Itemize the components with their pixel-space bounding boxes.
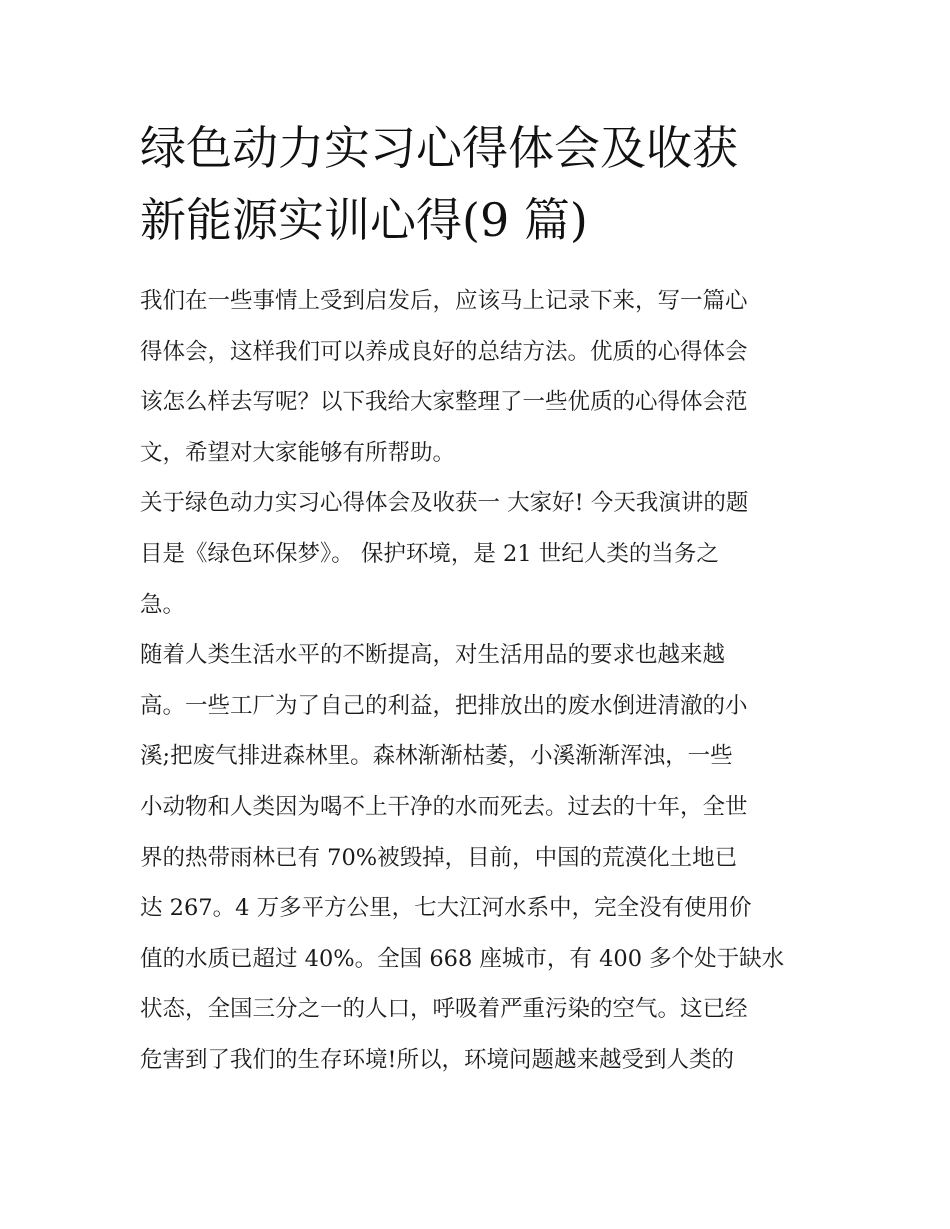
body-line: 该怎么样去写呢？以下我给大家整理了一些优质的心得体会范 xyxy=(140,389,748,416)
body-line: 危害到了我们的生存环境!所以，环境问题越来越受到人类的 xyxy=(140,1046,735,1073)
title-line-1: 绿色动力实习心得体会及收获 xyxy=(140,121,738,175)
title-line-2: 新能源实训心得(9 篇) xyxy=(140,193,588,247)
body-line: 急。 xyxy=(140,591,186,618)
body-line: 小动物和人类因为喝不上干净的水而死去。过去的十年，全世 xyxy=(140,793,748,820)
body-line: 值的水质已超过 40%。全国 668 座城市，有 400 多个处于缺水 xyxy=(140,945,785,972)
body-line: 溪;把废气排进森林里。森林渐渐枯萎，小溪渐渐浑浊，一些 xyxy=(140,743,733,770)
body-line: 我们在一些事情上受到启发后，应该马上记录下来，写一篇心 xyxy=(140,288,748,314)
body-line: 高。一些工厂为了自己的利益，把排放出的废水倒进清澈的小 xyxy=(140,692,748,719)
body-line: 达 267。4 万多平方公里，七大江河水系中，完全没有使用价 xyxy=(140,895,752,922)
body-line: 状态，全国三分之一的人口，呼吸着严重污染的空气。这已经 xyxy=(140,996,748,1023)
body-line: 随着人类生活水平的不断提高，对生活用品的要求也越来越 xyxy=(140,642,726,669)
document-title xyxy=(140,112,820,256)
body-line: 关于绿色动力实习心得体会及收获一 大家好! 今天我演讲的题 xyxy=(140,490,749,517)
body-line: 界的热带雨林已有 70%被毁掉，目前，中国的荒漠化土地已 xyxy=(140,844,738,871)
body-line: 文，希望对大家能够有所帮助。 xyxy=(140,439,456,466)
body-line: 得体会，这样我们可以养成良好的总结方法。优质的心得体会 xyxy=(140,338,748,365)
document-body xyxy=(140,276,820,1086)
body-line: 目是《绿色环保梦》。 保护环境，是 21 世纪人类的当务之 xyxy=(140,540,719,567)
